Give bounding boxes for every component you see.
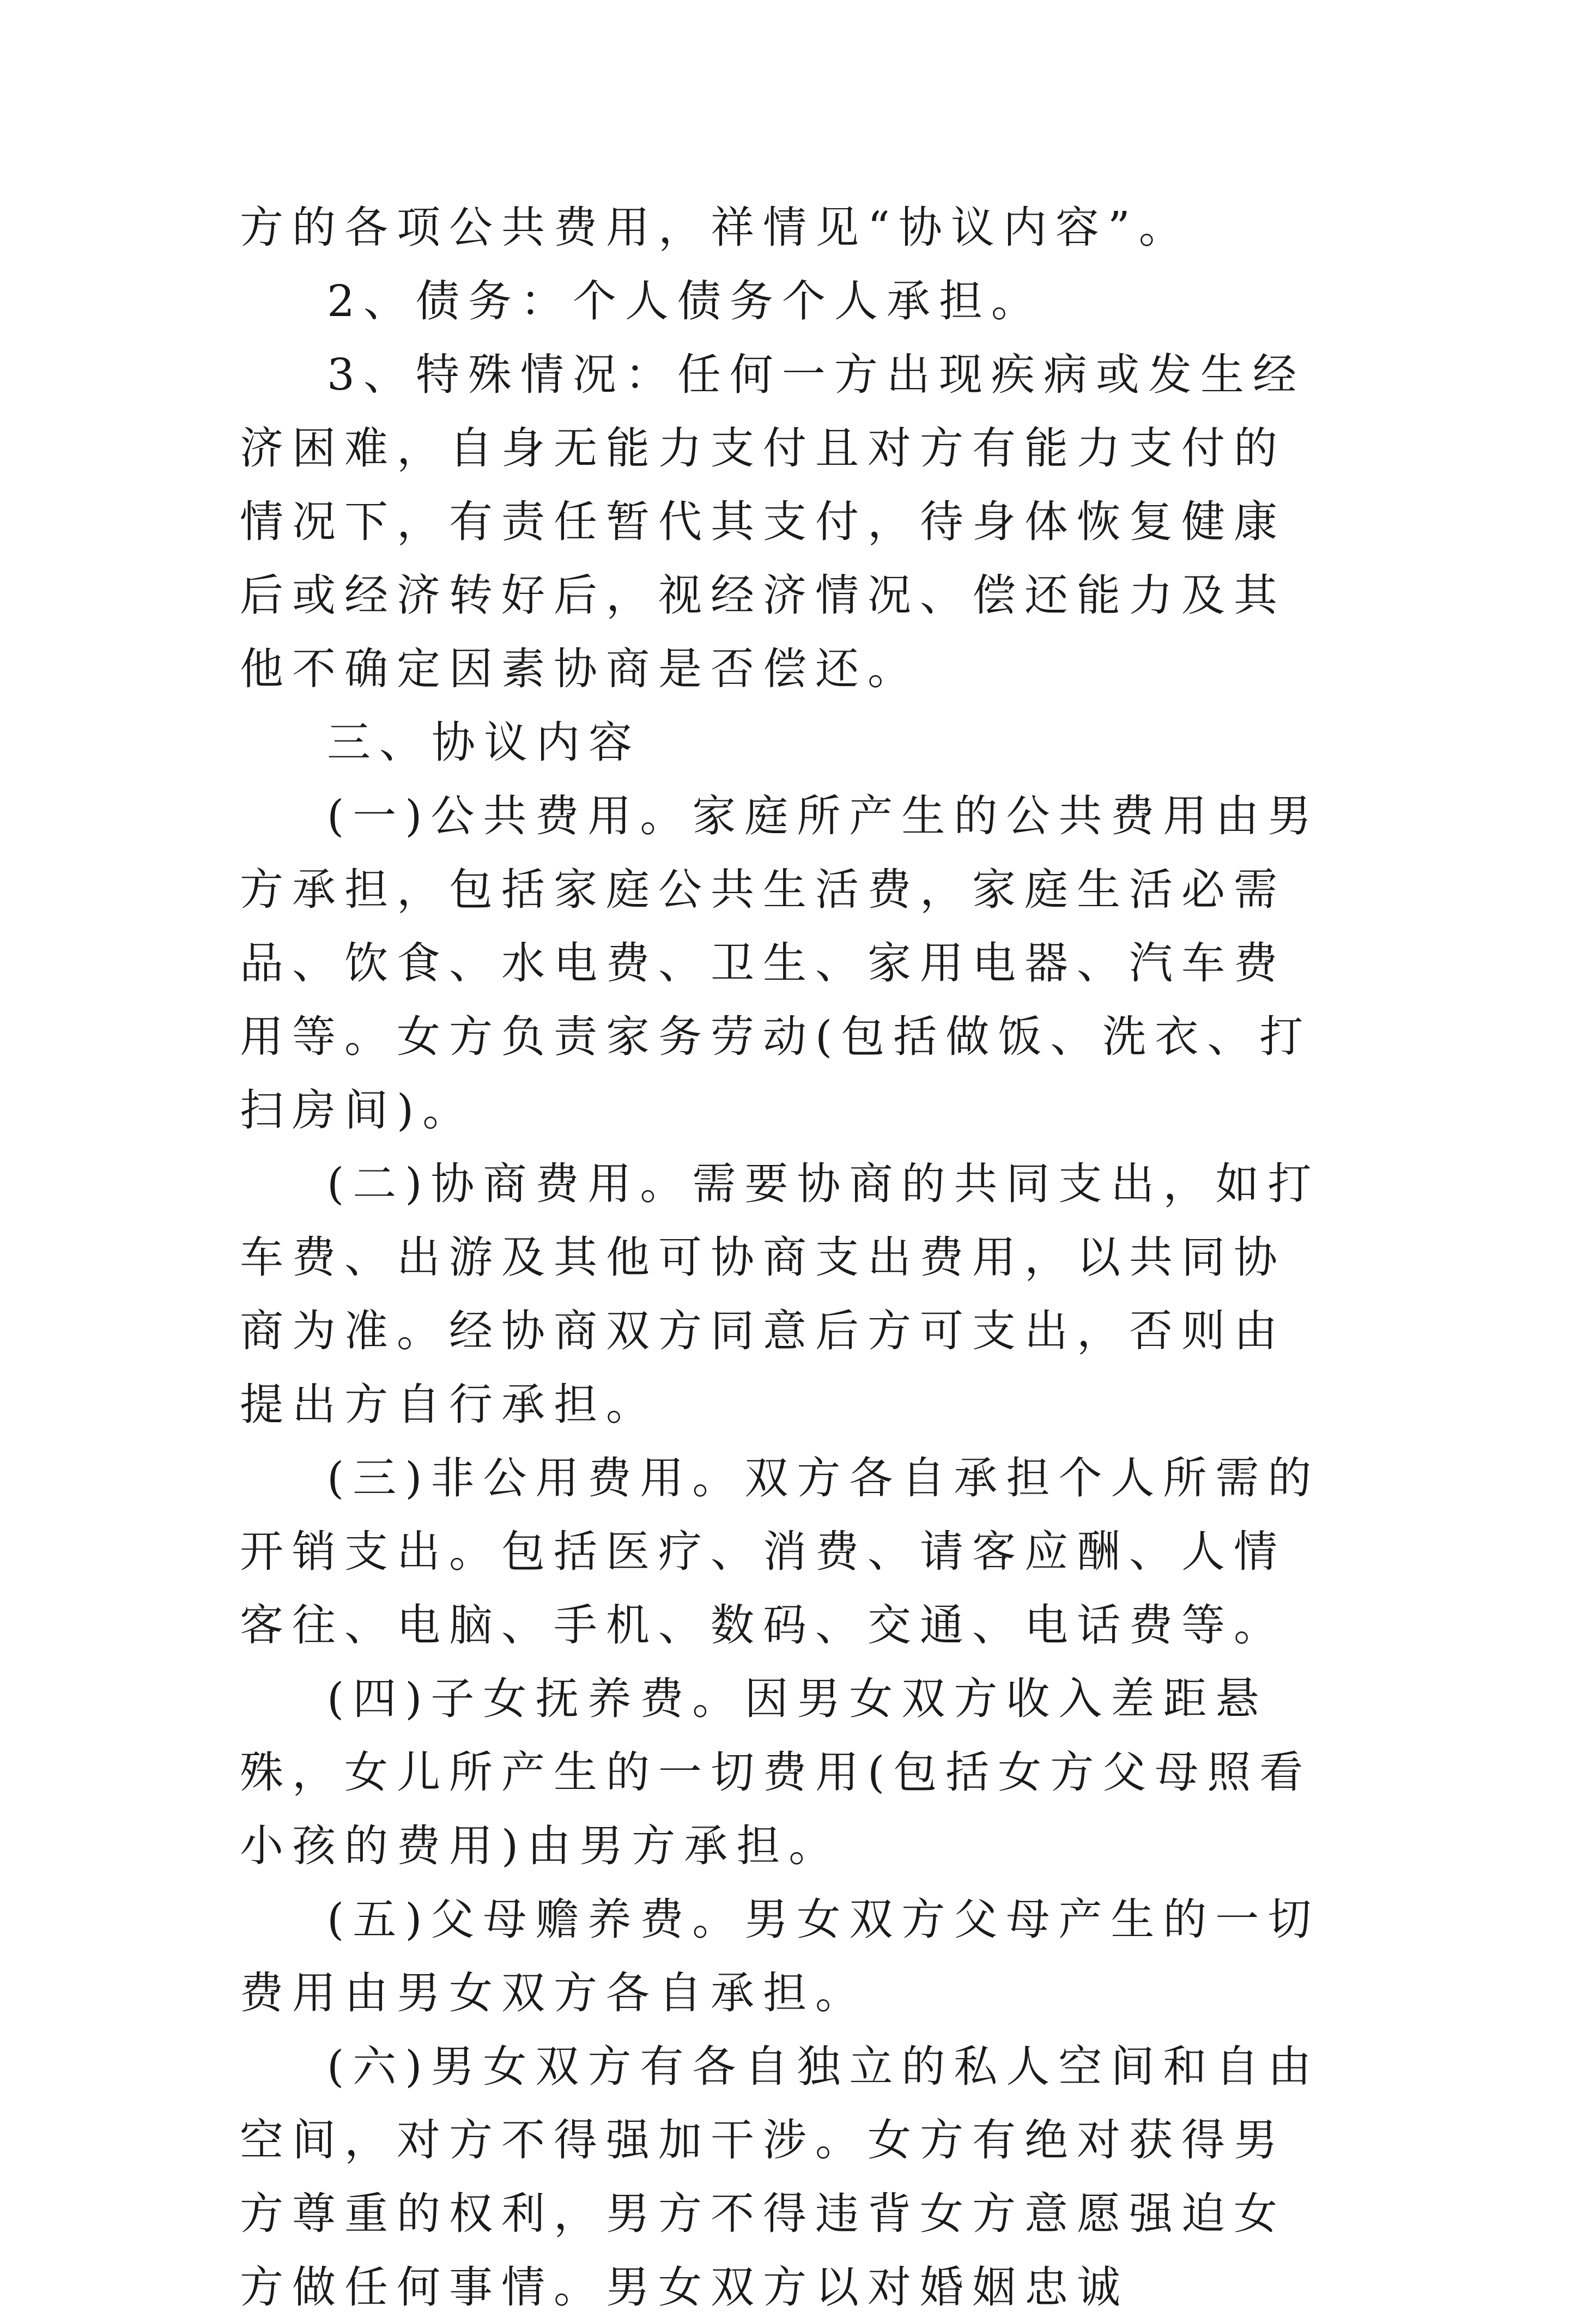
paragraph-public-expenses: (一)公共费用。家庭所产生的公共费用由男方承担，包括家庭公共生活费，家庭生活必需品、饮食、水电费、卫生、家用电器、汽车费用等。女方负责家务劳动(包括做饭、洗衣、打扫房间)。 [240,791,1320,1136]
paragraph-personal-expenses: (三)非公用费用。双方各自承担个人所需的开销支出。包括医疗、消费、请客应酬、人情客往、电脑、手机、数码、交通、电话费等。 [240,1453,1320,1651]
paragraph-personal-space: (六)男女双方有各自独立的私人空间和自由空间，对方不得强加干涉。女方有绝对获得男方尊重的权利，男方不得违背女方意愿强迫女方做任何事情。男女双方以对婚姻忠诚 [240,2041,1320,2313]
paragraph-debt: 2、债务：个人债务个人承担。 [327,276,1044,326]
document-body [240,191,1335,2324]
paragraph-parent-support: (五)父母赡养费。男女双方父母产生的一切费用由男女双方各自承担。 [240,1894,1320,2018]
paragraph-continuation: 方的各项公共费用，祥情见“协议内容”。 [240,202,1191,253]
section-heading-agreement-content: 三、协议内容 [327,717,641,768]
paragraph-special-case: 3、特殊情况：任何一方出现疾病或发生经济困难，自身无能力支付且对方有能力支付的情况下，有责任暂代其支付，待身体恢复健康后或经济转好后，视经济情况、偿还能力及其他不确定因素协商是否偿还。 [240,349,1305,694]
paragraph-negotiated-expenses: (二)协商费用。需要协商的共同支出，如打车费、出游及其他可协商支出费用，以共同协商为准。经协商双方同意后方可支出，否则由提出方自行承担。 [240,1158,1320,1430]
paragraph-child-support: (四)子女抚养费。因男女双方收入差距悬殊，女儿所产生的一切费用(包括女方父母照看小孩的费用)由男方承担。 [240,1673,1312,1871]
